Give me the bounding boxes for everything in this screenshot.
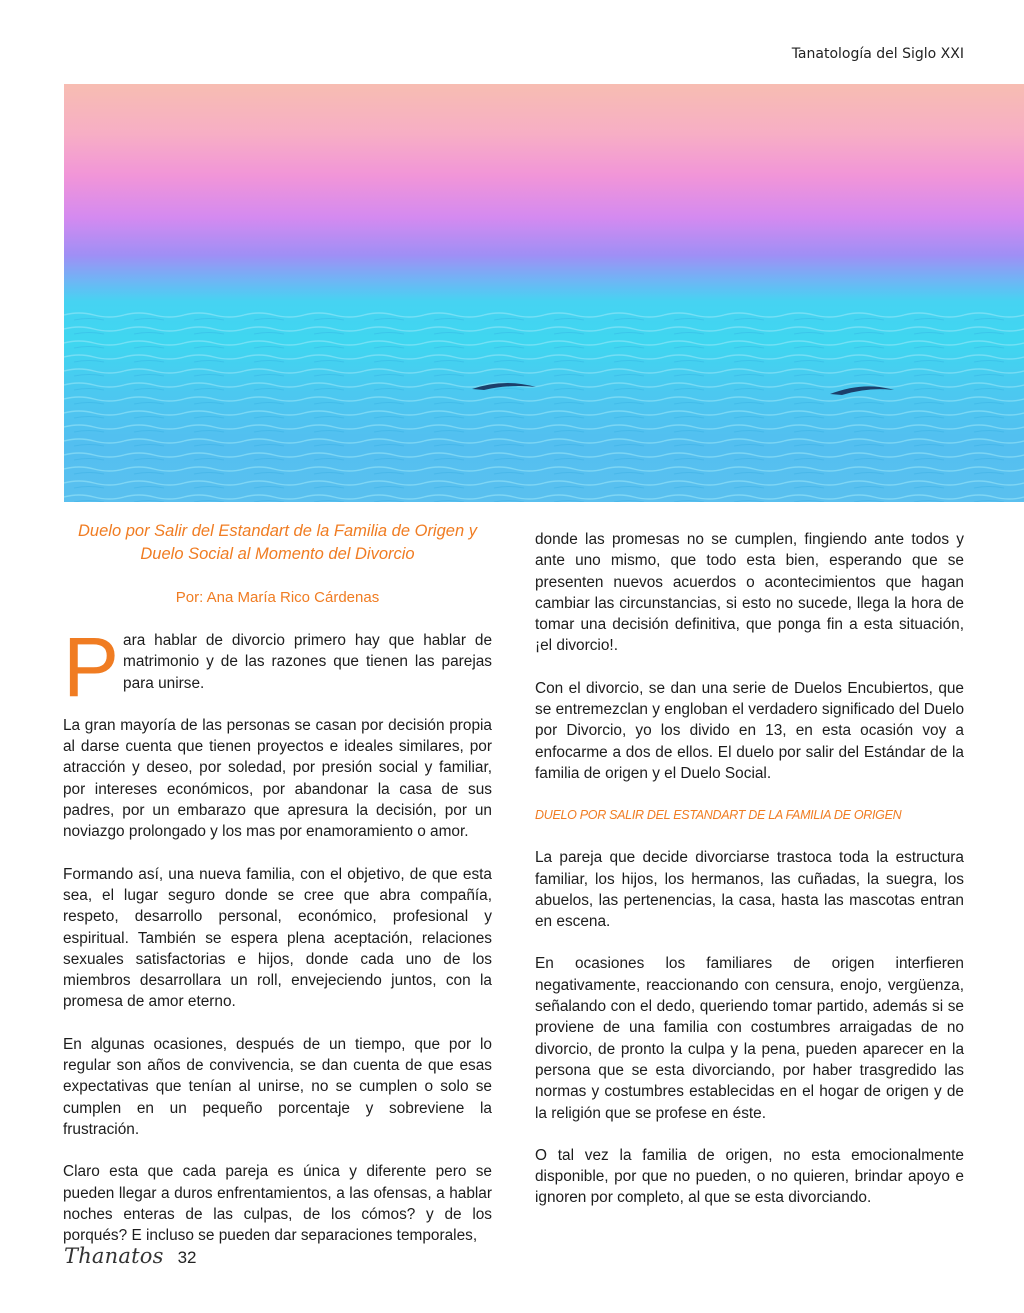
body-paragraph: La gran mayoría de las personas se casan por decisión propia al darse cuenta que tienen proyectos e ideales similares, por atracción y deseo, por soledad, por presión social y familiar, por intereses económicos, por abandonar la casa de sus padres, por un embarazo que apresura la decisión, por un noviazgo prolongado y los mas por enamoramiento o amor. bbox=[63, 716, 492, 841]
body-paragraph: O tal vez la familia de origen, no esta emocionalmente disponible, por que no pueden, o no quieren, brindar apoyo e ignoren por completo, al que se esta divorciando. bbox=[535, 1146, 964, 1207]
page-number: 32 bbox=[177, 1248, 197, 1267]
drop-cap: P bbox=[63, 620, 120, 714]
body-paragraph: donde las promesas no se cumplen, fingiendo ante todos y ante uno mismo, que todo esta bien, esperando que se presenten nuevos acuerdos o acontecimientos que hagan cambiar las circunstancias, si esto no sucede, llega la hora de tomar una decisión definitiva, que ponga fin a esta situación, ¡el divorcio!. bbox=[535, 531, 964, 655]
right-column bbox=[535, 529, 964, 1230]
body-paragraph: En algunas ocasiones, después de un tiempo, que por lo regular son años de convivencia, se dan cuenta de que esas expectativas que tenían al unirse, no se cumplen o solo se cumplen en un pequeño porcentaje y sobreviene la frustración. bbox=[63, 1035, 492, 1138]
hero-photo bbox=[64, 84, 1024, 502]
running-header: Tanatología del Siglo XXI bbox=[791, 46, 964, 62]
magazine-logo: Thanatos bbox=[64, 1244, 164, 1268]
article-title-line-2: Duelo Social al Momento del Divorcio bbox=[140, 545, 415, 563]
article-author: Por: Ana María Rico Cárdenas bbox=[175, 589, 380, 606]
article-title bbox=[63, 520, 492, 566]
page-footer bbox=[64, 1244, 196, 1268]
sea-waves-graphic bbox=[64, 84, 1024, 502]
article-title-line-1: Duelo por Salir del Estandart de la Familia de Origen y bbox=[78, 522, 477, 540]
body-paragraph: Claro esta que cada pareja es única y diferente pero se pueden llegar a duros enfrentamientos, a las ofensas, a hablar noches enteras de las culpas, de los cómos? y de los porqués? E incluso se pueden dar separaciones temporales, bbox=[63, 1163, 492, 1245]
section-heading: DUELO POR SALIR DEL ESTANDART DE LA FAMILIA DE ORIGEN bbox=[535, 808, 902, 823]
body-paragraph: La pareja que decide divorciarse trastoca toda la estructura familiar, los hijos, los hermanos, las cuñadas, la suegra, los abuelos, las pertenencias, la casa, hasta las mascotas entran en escena. bbox=[535, 849, 964, 931]
body-paragraph: Formando así, una nueva familia, con el objetivo, de que esta sea, el lugar seguro donde se cree que abra compañía, respeto, desarrollo personal, económico, profesional y espiritual. También se espera plena aceptación, relaciones sexuales satisfactorias e hijos, donde cada uno de los miembros desarrollara un roll, envejeciendo juntos, con la promesa de amor eterno. bbox=[63, 865, 492, 1011]
body-paragraph: Con el divorcio, se dan una serie de Duelos Encubiertos, que se entremezclan y engloban el verdadero significado del Duelo por Divorcio, yo los divido en 13, en esta ocasión voy a enfocarme a dos de ellos. El duelo por salir del Estándar de la familia de origen y el Duelo Social. bbox=[535, 679, 964, 782]
intro-paragraph bbox=[63, 620, 492, 714]
intro-text: ara hablar de divorcio primero hay que hablar de matrimonio y de las razones que tienen las parejas para unirse. bbox=[123, 632, 492, 692]
body-paragraph: En ocasiones los familiares de origen interfieren negativamente, reaccionando con censura, enojo, vergüenza, señalando con el dedo, queriendo tomar partido, además si se proviene de una familia con costumbres arraigadas de no divorcio, de pronto la culpa y la pena, pueden aparecer en la persona que se esta divorciando, por haber trasgredido las normas y costumbres establecidas en el hogar de origen y de la religión que se profese en éste. bbox=[535, 955, 964, 1122]
left-column bbox=[63, 520, 492, 1267]
